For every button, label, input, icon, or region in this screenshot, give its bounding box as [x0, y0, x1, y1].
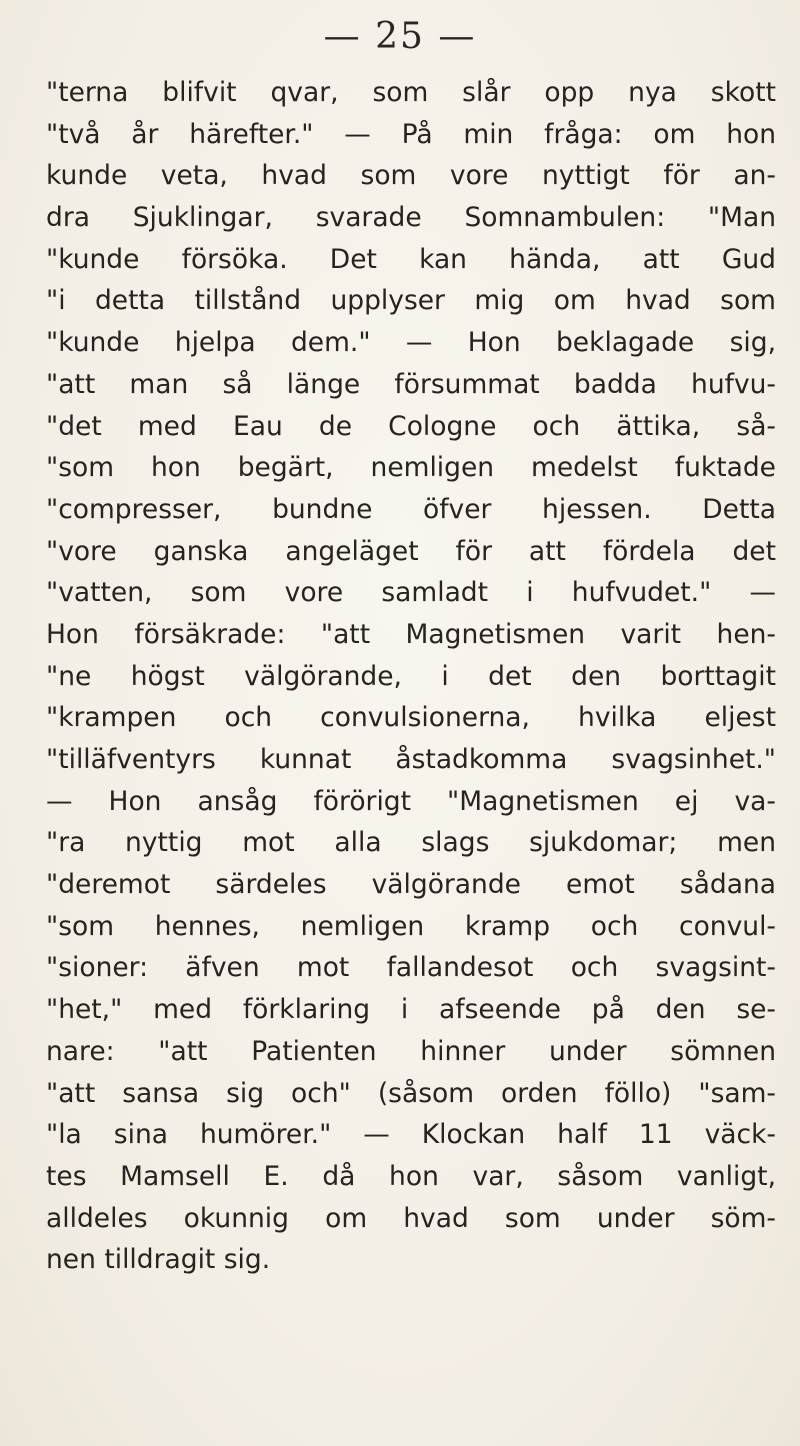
page-body-text	[46, 72, 776, 1281]
text-line: nare: "att Patienten hinner under sömnen	[46, 1035, 776, 1067]
text-line: "två år härefter." — På min fråga: om hon	[46, 118, 776, 150]
text-line: — Hon ansåg förörigt "Magnetismen ej va-	[46, 785, 776, 817]
text-line: Hon försäkrade: "att Magnetismen varit hen-	[46, 618, 776, 650]
text-line: "la sina humörer." — Klockan half 11 väck-	[46, 1119, 776, 1151]
text-line: "het," med förklaring i afseende på den se-	[46, 994, 776, 1026]
text-line: "kunde hjelpa dem." — Hon beklagade sig,	[46, 327, 776, 359]
text-line: "vatten, som vore samladt i hufvudet." —	[46, 577, 776, 609]
text-line: "vore ganska angeläget för att fördela det	[46, 535, 776, 567]
text-line: "compresser, bundne öfver hjessen. Detta	[46, 493, 776, 525]
text-line: alldeles okunnig om hvad som under söm-	[46, 1202, 776, 1234]
text-line: tes Mamsell E. då hon var, såsom vanligt,	[46, 1160, 776, 1192]
text-line: kunde veta, hvad som vore nyttigt för an-	[46, 160, 776, 192]
text-line: "i detta tillstånd upplyser mig om hvad som	[46, 285, 776, 317]
text-line-last: nen tilldragit sig.	[46, 1244, 271, 1276]
text-line: "deremot särdeles välgörande emot sådana	[46, 869, 776, 901]
text-line: "ra nyttig mot alla slags sjukdomar; men	[46, 827, 776, 859]
text-line: "tilläfventyrs kunnat åstadkomma svagsinhet."	[46, 744, 776, 775]
text-line: "det med Eau de Cologne och ättika, så-	[46, 410, 776, 442]
text-line: "terna blifvit qvar, som slår opp nya skott	[46, 77, 776, 108]
text-line: "som hon begärt, nemligen medelst fuktade	[46, 452, 776, 484]
text-line: "sioner: äfven mot fallandesot och svagsint-	[46, 952, 776, 984]
text-line: "kunde försöka. Det kan hända, att Gud	[46, 243, 776, 275]
text-line: dra Sjuklingar, svarade Somnambulen: "Man	[46, 202, 776, 234]
text-line: "att sansa sig och" (såsom orden föllo) "sam-	[46, 1077, 776, 1109]
page-number-header: — 25 —	[323, 16, 477, 57]
text-line: "att man så länge försummat badda hufvu-	[46, 368, 776, 400]
text-line: "som hennes, nemligen kramp och convul-	[46, 910, 776, 942]
text-line: "ne högst välgörande, i det den borttagit	[46, 660, 776, 692]
text-line: "krampen och convulsionerna, hvilka eljest	[46, 702, 776, 734]
